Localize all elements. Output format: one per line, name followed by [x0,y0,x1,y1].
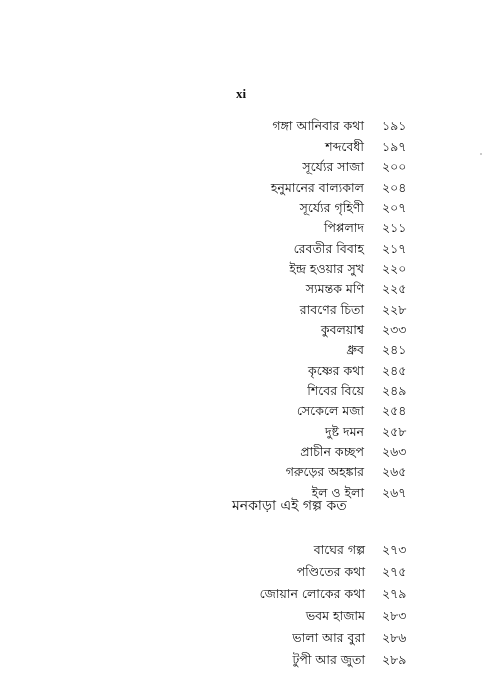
toc-page: ২৬৩ [382,444,407,459]
toc-entry [0,361,500,380]
toc-page: ২৭৯ [382,586,407,601]
toc-page: ২৫৮ [382,424,407,439]
toc-page: ১৯৭ [382,139,407,154]
toc-title: সূর্য্যের গৃহিণী [299,200,364,215]
toc-title: টুপী আর জুতা [292,652,365,667]
toc-page: ২২৮ [382,302,407,317]
toc-page: ২০৪ [382,180,407,195]
toc-page: ২১১ [382,220,407,235]
toc-entry [0,340,500,359]
toc-entry [0,422,500,441]
toc-page: ২০৭ [382,200,407,215]
toc-title: ভালা আর বুরা [292,630,365,645]
toc-entry [0,562,500,581]
toc-title: শব্দবেধী [325,139,364,154]
toc-title: স্যমন্তক মণি [305,281,364,296]
toc-entry [0,198,500,217]
toc-title: ভবম হাজাম [305,608,365,623]
toc-title: পিপ্পলাদ [323,220,364,235]
toc-title: শিবের বিয়ে [307,383,364,398]
toc-page: ২২০ [382,261,407,276]
toc-title: কুবলয়াশ্ব [320,322,364,337]
toc-title: কৃষ্ণের কথা [308,363,364,378]
toc-title: দুষ্ট দমন [324,424,364,439]
toc-title: সূর্য্যের সাজা [302,159,364,174]
toc-page: ১৯১ [382,118,407,133]
toc-entry [0,218,500,237]
toc-entry [0,462,500,481]
toc-page: ২৭৩ [382,542,407,557]
toc-entry [0,442,500,461]
toc-title: হনুমানের বাল্যকাল [270,180,364,195]
toc-entry [0,584,500,603]
toc-entry [0,259,500,278]
toc-title: ধ্রুব [346,342,364,357]
toc-page: ২৪১ [382,342,407,357]
toc-entry [0,606,500,625]
toc-entry [0,157,500,176]
toc-entry [0,540,500,559]
toc-entry [0,178,500,197]
toc-entry [0,381,500,400]
section-heading: মনকাড়া এই গল্প কত [232,498,347,514]
toc-page: ২৮৩ [382,608,407,623]
toc-entry [0,116,500,135]
toc-entry [0,279,500,298]
toc-page: ২২৫ [382,281,407,296]
toc-page: ২৭৫ [382,564,407,579]
toc-title: গরুড়ের অহঙ্কার [285,464,364,479]
toc-entry [0,401,500,420]
toc-page: ২৬৭ [382,485,407,500]
toc-page: ২১৭ [382,241,407,256]
toc-page: ২৮৬ [382,630,407,645]
toc-page: ২৩৩ [382,322,407,337]
toc-page: ২৮৯ [382,652,407,667]
toc-title: ইল ও ইলা [311,485,364,500]
toc-page: ২৪৫ [382,363,407,378]
toc-page: ২৬৫ [382,464,407,479]
toc-entry [0,239,500,258]
toc-title: ইন্দ্র হওয়ার সুখ [289,261,364,276]
toc-title: জোয়ান লোকের কথা [259,586,365,601]
toc-title: গঙ্গা আনিবার কথা [272,118,364,133]
toc-title: সেকেলে মজা [296,403,364,418]
toc-page: ২৫৪ [382,403,407,418]
toc-entry [0,320,500,339]
toc-entry [0,300,500,319]
toc-title: প্রাচীন কচ্ছপ [300,444,364,459]
toc-page: ২০০ [382,159,407,174]
toc-entry [0,650,500,669]
toc-title: পণ্ডিতের কথা [296,564,365,579]
page-number: xi [236,86,247,101]
toc-title: রাবণের চিতা [299,302,364,317]
toc-title: রেবতীর বিবাহ [293,241,364,256]
toc-entry [0,628,500,647]
toc-page: ২৪৯ [382,383,407,398]
toc-entry [0,137,500,156]
toc-title: বাঘের গল্প [313,542,365,557]
